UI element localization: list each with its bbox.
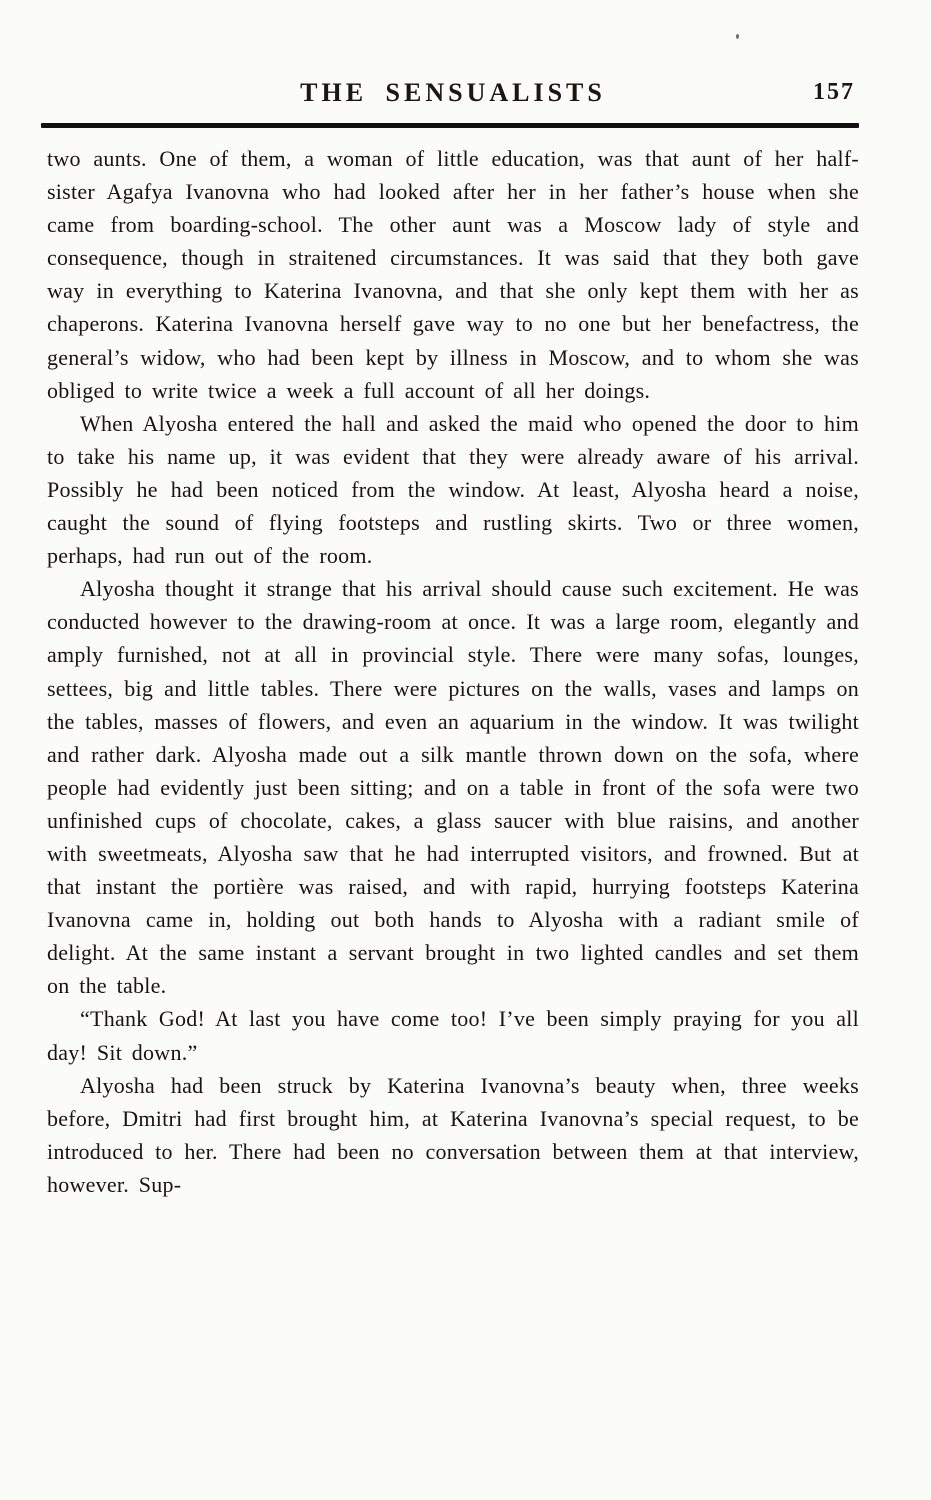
paragraph: When Alyosha entered the hall and asked the maid who opened the door to him to take his name up, it was evident that they were already aware of his arrival. Possibly he had been noticed from the window. At least, Alyosha heard a noise, caught the sound of flying footsteps and rustling skirts. Two or three women, perhaps, had run out of the room. xyxy=(47,410,859,569)
page-header xyxy=(47,78,859,114)
paragraph: Alyosha had been struck by Katerina Ivanovna’s beauty when, three weeks before, Dmitri had first brought him, at Katerina Ivanovna’s special request, to be introduced to her. There had been no conversation between them at that interview, however. Sup- xyxy=(47,1072,859,1197)
page-number: 157 xyxy=(813,79,855,105)
scan-artifact-dot xyxy=(736,34,739,39)
running-title: THE SENSUALISTS xyxy=(300,78,606,107)
paragraph: two aunts. One of them, a woman of little education, was that aunt of her half-sister Agafya Ivanovna who had looked after her in her father’s house when she came from boarding-school. The other aunt was a Moscow lady of style and consequence, though in straitened circumstances. It was said that they both gave way in everything to Katerina Ivanovna, and that she only kept them with her as chaperons. Katerina Ivanovna herself gave way to no one but her benefactress, the general’s widow, who had been kept by illness in Moscow, and to whom she was obliged to write twice a week a full account of all her doings. xyxy=(47,146,859,403)
paragraph: “Thank God! At last you have come too! I’ve been simply praying for you all day! Sit down.” xyxy=(47,1006,859,1065)
page-body xyxy=(47,142,859,1201)
paragraph: Alyosha thought it strange that his arrival should cause such excitement. He was conducted however to the drawing-room at once. It was a large room, elegantly and amply furnished, not at all in provincial style. There were many sofas, lounges, settees, big and little tables. There were pictures on the walls, vases and lamps on the tables, masses of flowers, and even an aquarium in the window. It was twilight and rather dark. Alyosha made out a silk mantle thrown down on the sofa, where people had evidently just been sitting; and on a table in front of the sofa were two unfinished cups of chocolate, cakes, a glass saucer with blue raisins, and another with sweetmeats, Alyosha saw that he had interrupted visitors, and frowned. But at that instant the portière was raised, and with rapid, hurrying footsteps Katerina Ivanovna came in, holding out both hands to Alyosha with a radiant smile of delight. At the same instant a servant brought in two lighted candles and set them on the table. xyxy=(47,576,859,999)
header-rule xyxy=(41,123,859,128)
